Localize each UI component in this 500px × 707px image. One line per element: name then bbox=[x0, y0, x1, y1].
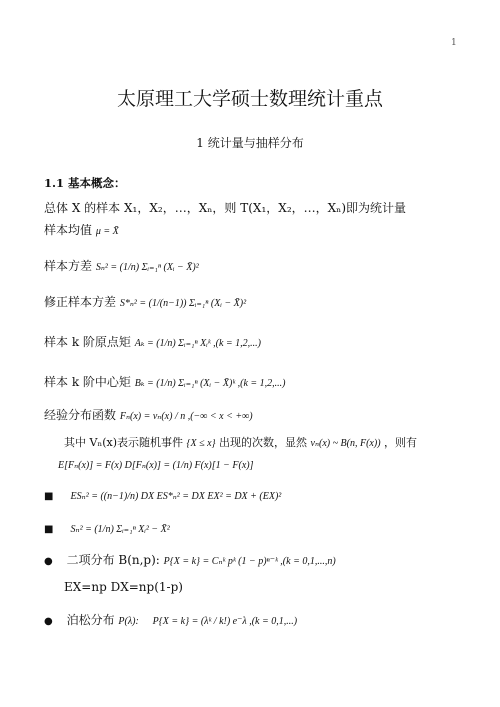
dot-bullet-icon: ● bbox=[44, 616, 53, 627]
raw-moment-formula: Aₖ = (1/n) Σᵢ₌₁ⁿ Xᵢᵏ ,(k = 1,2,...) bbox=[134, 338, 261, 349]
vn-text-c: ，则有 bbox=[384, 436, 418, 449]
corrected-variance-row bbox=[44, 293, 246, 310]
square-bullet-icon: ■ bbox=[44, 524, 54, 535]
ecdf-label: 经验分布函数 bbox=[44, 408, 117, 422]
corrected-variance-label: 修正样本方差 bbox=[44, 295, 117, 309]
binomial-moments: EX=np DX=np(1-p) bbox=[64, 580, 183, 594]
subsection-title: 1.1 基本概念： bbox=[44, 176, 126, 190]
sample-variance-label: 样本方差 bbox=[44, 259, 93, 273]
statistic-definition: 总体 X 的样本 X₁，X₂，…，Xₙ，则 T(X₁，X₂，…，Xₙ)即为统计量 bbox=[44, 201, 407, 215]
bullet-row-1 bbox=[44, 484, 281, 503]
dot-bullet-icon: ● bbox=[44, 556, 53, 567]
central-moment-row bbox=[44, 373, 285, 390]
sample-mean-row bbox=[44, 221, 119, 238]
sample-variance-formula: Sₙ² = (1/n) Σᵢ₌₁ⁿ (Xᵢ − X̄)² bbox=[95, 262, 199, 273]
poisson-row bbox=[44, 611, 297, 628]
vn-event: {X ≤ x} bbox=[186, 438, 216, 449]
central-moment-formula: Bₖ = (1/n) Σᵢ₌₁ⁿ (Xᵢ − X̄)ᵏ ,(k = 1,2,...) bbox=[134, 378, 286, 389]
corrected-variance-formula: S*ₙ² = (1/(n−1)) Σᵢ₌₁ⁿ (Xᵢ − X̄)² bbox=[119, 298, 247, 309]
binomial-formula: P{X = k} = Cₙᵏ pᵏ (1 − p)ⁿ⁻ᵏ ,(k = 0,1,...,n) bbox=[163, 556, 336, 567]
vn-text-b: 出现的次数，显然 bbox=[219, 436, 308, 449]
vn-text-a: 其中 Vₙ(x)表示随机事件 bbox=[64, 436, 183, 449]
sample-variance-row bbox=[44, 257, 199, 274]
poisson-label: 泊松分布 bbox=[66, 613, 115, 627]
raw-moment-label: 样本 k 阶原点矩 bbox=[44, 335, 131, 349]
variance-identity-formula: Sₙ² = (1/n) Σᵢ₌₁ⁿ Xᵢ² − X̄² bbox=[70, 524, 170, 535]
poisson-parameter: P(λ): bbox=[118, 616, 139, 627]
raw-moment-row bbox=[44, 333, 261, 350]
expectation-formula: E[Fₙ(x)] = F(x) D[Fₙ(x)] = (1/n) F(x)[1 − F(x)] bbox=[58, 460, 254, 471]
square-bullet-icon: ■ bbox=[44, 491, 54, 502]
ecdf-row bbox=[44, 406, 253, 423]
vn-distribution: νₙ(x) ~ B(n, F(x)) bbox=[310, 438, 381, 449]
bullet-row-2 bbox=[44, 517, 170, 536]
sample-mean-formula: μ = X̄ bbox=[95, 226, 119, 237]
section-title: 1 统计量与抽样分布 bbox=[196, 136, 304, 150]
vn-explanation-row bbox=[64, 434, 417, 450]
page-number: 1 bbox=[451, 38, 457, 48]
sample-mean-label: 样本均值 bbox=[44, 223, 93, 237]
variance-expectation-formula: ESₙ² = ((n−1)/n) DX ES*ₙ² = DX EX² = DX + (EX)² bbox=[70, 491, 282, 502]
binomial-row bbox=[44, 551, 336, 568]
ecdf-formula: Fₙ(x) = νₙ(x) / n ,(−∞ < x < +∞) bbox=[119, 411, 253, 422]
central-moment-label: 样本 k 阶中心矩 bbox=[44, 375, 131, 389]
page-title: 太原理工大学硕士数理统计重点 bbox=[116, 88, 383, 110]
binomial-label: 二项分布 B(n,p): bbox=[66, 553, 160, 567]
poisson-formula: P{X = k} = (λᵏ / k!) e⁻λ ,(k = 0,1,...) bbox=[152, 616, 298, 627]
